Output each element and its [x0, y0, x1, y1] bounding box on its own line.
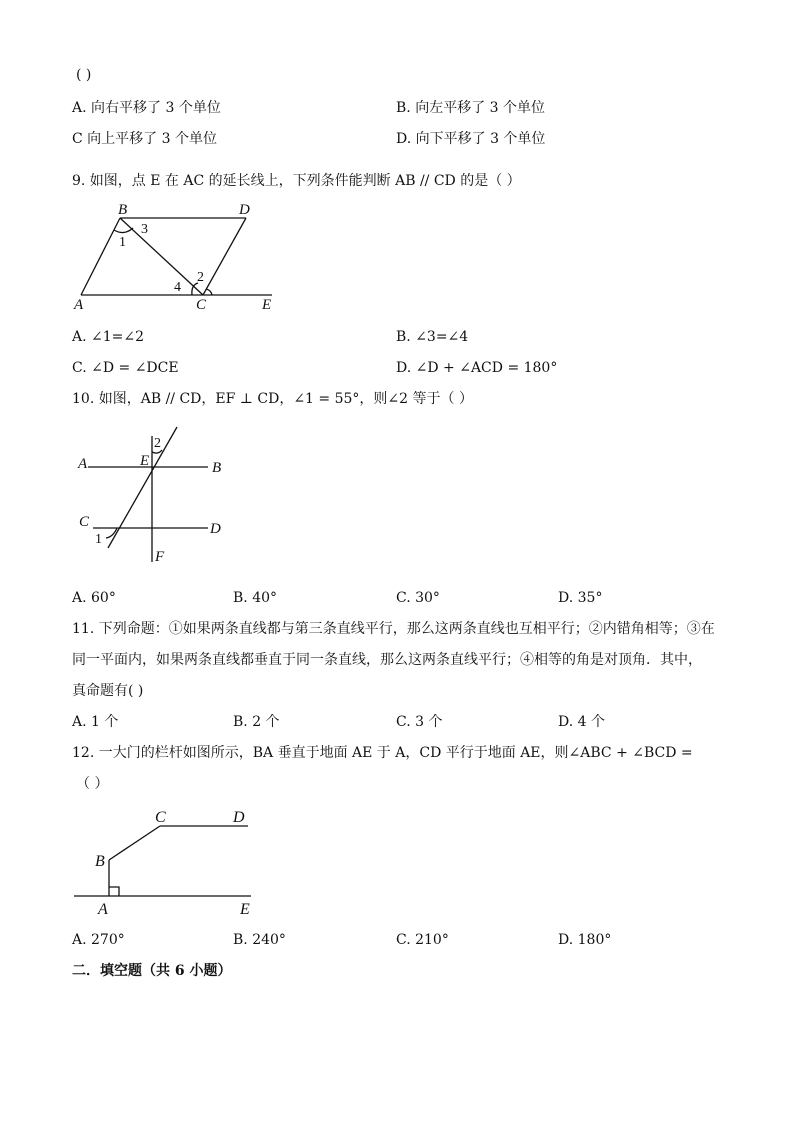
- q11-line-3: 真命题有( ): [72, 683, 144, 699]
- section-2-heading: 二．填空题（共 6 小题）: [72, 963, 232, 979]
- angle-label-1: 1: [95, 532, 102, 547]
- angle-label-3: 3: [141, 222, 148, 237]
- q11-line-2: 同一平面内，如果两条直线都垂直于同一条直线，那么这两条直线平行；④相等的角是对顶角．其中，: [72, 652, 702, 668]
- q12-option-a: A. 270°: [72, 932, 125, 948]
- label-b: B: [95, 853, 105, 870]
- angle-label-2: 2: [154, 436, 161, 451]
- q9-option-b: B. ∠3=∠4: [396, 329, 469, 345]
- label-e: E: [262, 297, 272, 313]
- q11-line-1: 11. 下列命题：①如果两条直线都与第三条直线平行，那么这两条直线也互相平行；②内错角相等；③在: [72, 621, 715, 637]
- q8-stem-end: ( ): [76, 67, 92, 83]
- q8-option-a: A. 向右平移了 3 个单位: [72, 100, 221, 116]
- q10-option-d: D. 35°: [558, 590, 603, 606]
- q8-option-c: C 向上平移了 3 个单位: [72, 131, 217, 147]
- q12-stem: 12. 一大门的栏杆如图所示，BA 垂直于地面 AE 于 A，CD 平行于地面 AE，则∠ABC + ∠BCD =: [72, 745, 693, 761]
- label-c: C: [196, 297, 207, 313]
- q10-stem: 10. 如图，AB // CD，EF ⊥ CD，∠1 = 55°，则∠2 等于（ ）: [72, 391, 473, 407]
- q11-option-d: D. 4 个: [558, 714, 605, 730]
- q11-option-c: C. 3 个: [396, 714, 443, 730]
- label-a: A: [74, 297, 84, 313]
- q10-option-c: C. 30°: [396, 590, 440, 606]
- angle-label-4: 4: [174, 280, 181, 295]
- label-c: C: [155, 809, 166, 826]
- right-angle-mark: [109, 887, 119, 896]
- q11-option-a: A. 1 个: [72, 714, 119, 730]
- q9-option-c: C. ∠D = ∠DCE: [72, 360, 179, 376]
- q10-option-a: A. 60°: [72, 590, 116, 606]
- q11-option-b: B. 2 个: [233, 714, 280, 730]
- label-b: B: [118, 202, 128, 218]
- q10-option-b: B. 40°: [233, 590, 278, 606]
- q12-option-b: B. 240°: [233, 932, 286, 948]
- bar-bc: [109, 826, 160, 860]
- label-a: A: [78, 456, 88, 472]
- q9-option-a: A. ∠1=∠2: [72, 329, 145, 345]
- q8-option-d: D. 向下平移了 3 个单位: [396, 131, 546, 147]
- q8-option-b: B. 向左平移了 3 个单位: [396, 100, 545, 116]
- label-e: E: [140, 453, 150, 469]
- q9-stem: 9. 如图，点 E 在 AC 的延长线上，下列条件能判断 AB // CD 的是（ ）: [72, 173, 521, 189]
- q12-option-d: D. 180°: [558, 932, 612, 948]
- label-d: D: [210, 521, 221, 537]
- q9-option-d: D. ∠D + ∠ACD = 180°: [396, 360, 558, 376]
- angle-label-1: 1: [119, 235, 126, 250]
- label-c: C: [79, 514, 90, 530]
- q12-option-c: C. 210°: [396, 932, 449, 948]
- label-d: D: [239, 202, 250, 218]
- q12-stem-end: （ ）: [76, 776, 109, 792]
- label-b: B: [212, 460, 222, 476]
- label-d: D: [233, 809, 245, 826]
- label-a: A: [98, 901, 108, 918]
- label-f: F: [155, 549, 165, 565]
- label-e: E: [240, 901, 250, 918]
- angle-label-2: 2: [197, 270, 204, 285]
